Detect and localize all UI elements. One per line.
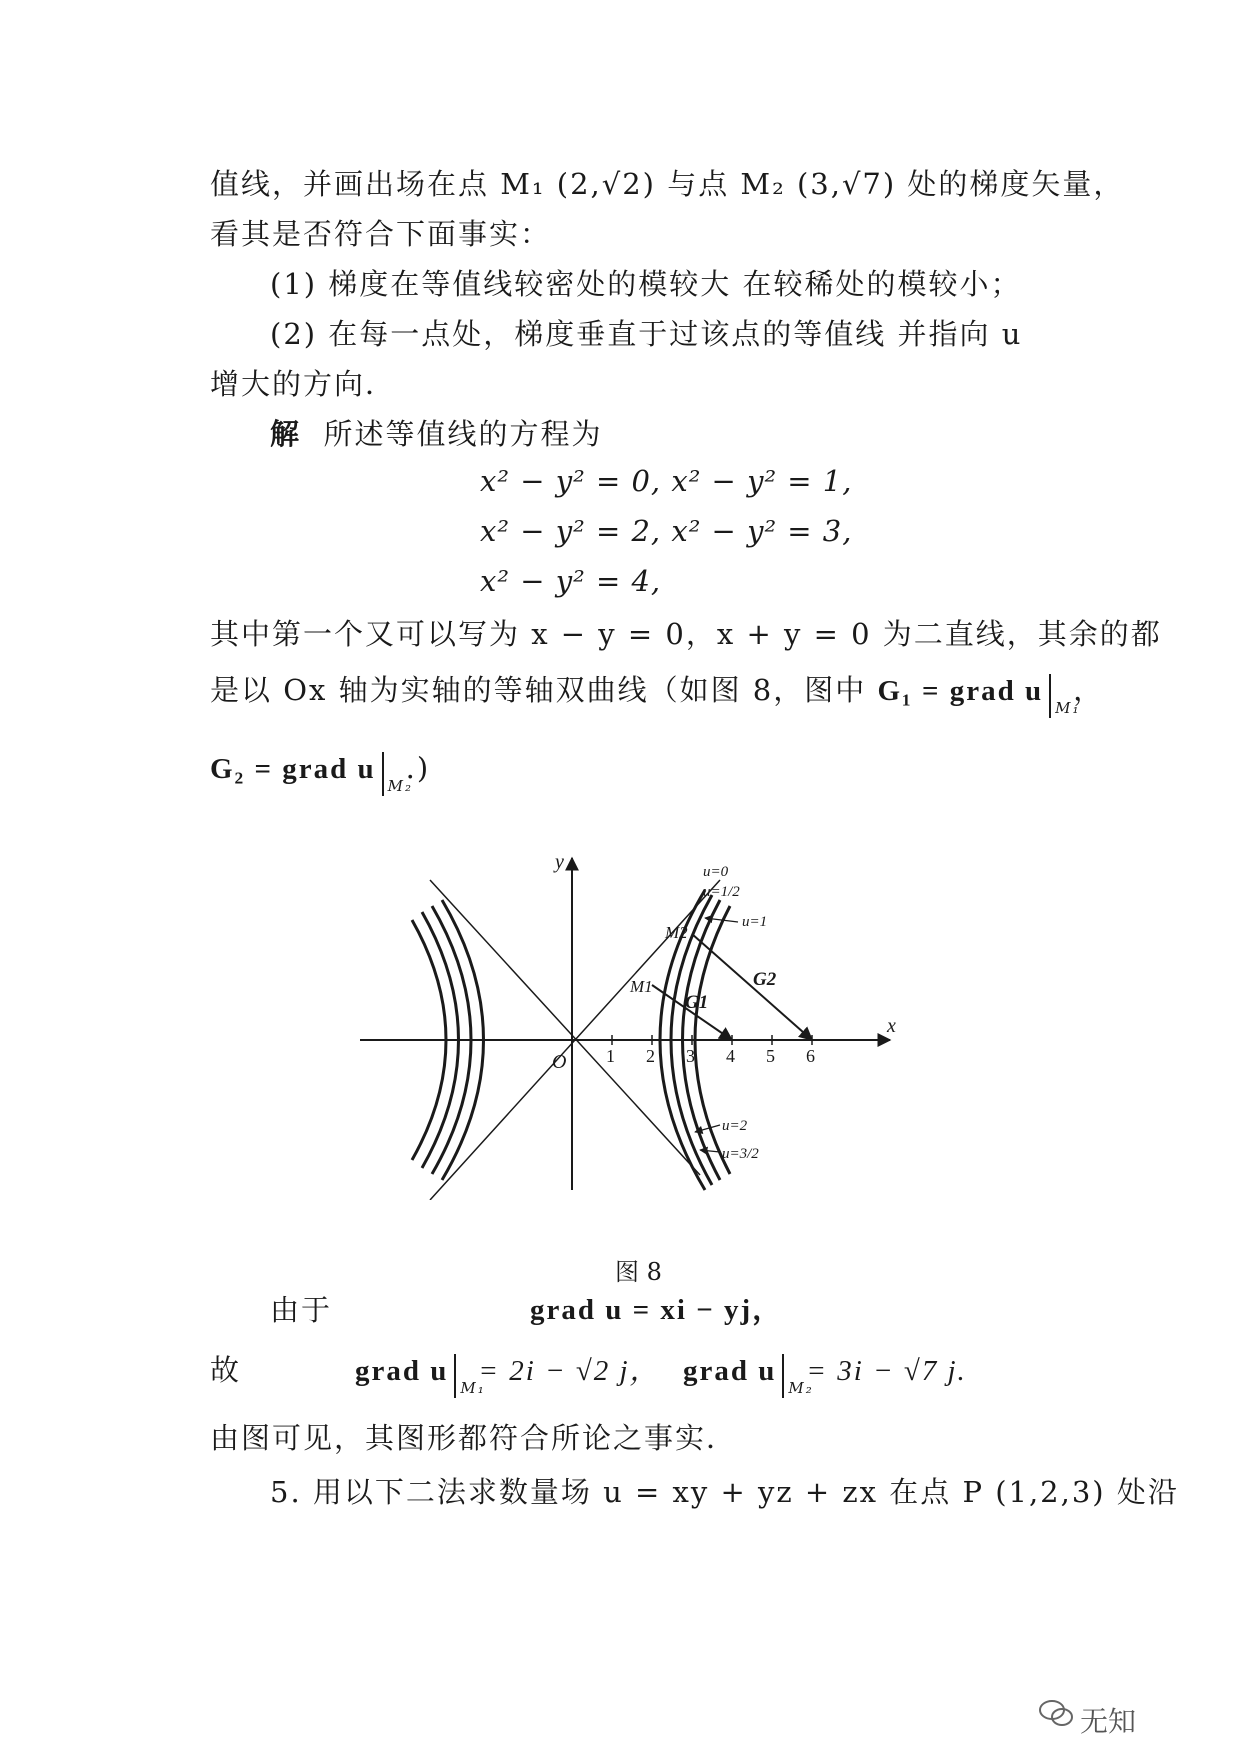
figure-8-diagram bbox=[360, 840, 920, 1200]
label-u-three-halves: u=3/2 bbox=[722, 1146, 759, 1162]
text-line-2: 看其是否符合下面事实： bbox=[210, 217, 552, 251]
text-line-9 bbox=[210, 748, 430, 796]
point-m2-label: M2 bbox=[665, 923, 688, 942]
solution-line bbox=[270, 414, 602, 455]
label-u-1: u=1 bbox=[742, 914, 768, 930]
label-u-2: u=2 bbox=[722, 1118, 748, 1134]
g2-definition: G₂ = grad u bbox=[210, 753, 376, 785]
grad-m1-prefix: grad u bbox=[355, 1355, 449, 1387]
x-axis-label: x bbox=[887, 1015, 896, 1037]
text-line-10-lead: 由于 bbox=[270, 1293, 333, 1327]
watermark-text: 无知 bbox=[1080, 1705, 1137, 1738]
point-m1-label: M1 bbox=[630, 977, 653, 996]
y-axis-label: y bbox=[555, 851, 564, 873]
x-tick-2: 2 bbox=[646, 1046, 655, 1066]
solution-lead: 解 bbox=[270, 419, 302, 451]
text-line-1: 值线，并画出场在点 M₁ (2,√2) 与点 M₂ (3,√7) 处的梯度矢量， bbox=[210, 167, 1125, 201]
g1-definition: G₁ = grad u bbox=[877, 675, 1044, 707]
equation-3: x² − y² = 4, bbox=[480, 564, 662, 598]
eval-bar-m1 bbox=[1049, 674, 1081, 718]
text-line-7: 其中第一个又可以写为 x − y = 0，x + y = 0 为二直线，其余的都 bbox=[210, 617, 1162, 651]
grad-eval-point-m2: M₂ bbox=[788, 1379, 814, 1397]
text-line-3: (1) 梯度在等值线较密处的模较大 在较稀处的模较小； bbox=[270, 267, 1022, 301]
x-tick-4: 4 bbox=[726, 1046, 735, 1066]
origin-label: O bbox=[552, 1051, 567, 1073]
grad-eval-point-m1: M₁ bbox=[460, 1379, 486, 1397]
figure-caption: 图 8 bbox=[615, 1258, 662, 1286]
label-u-half: u=1/2 bbox=[703, 884, 740, 900]
g2-label: G2 bbox=[753, 969, 777, 990]
eval-point-m2: M₂ bbox=[387, 777, 414, 795]
text-line-12: 由图可见，其图形都符合所论之事实． bbox=[210, 1421, 738, 1455]
text-line-4: (2) 在每一点处，梯度垂直于过该点的等值线 并指向 u bbox=[270, 317, 1023, 351]
text-line-11-lead: 故 bbox=[210, 1353, 242, 1387]
g1-label: G1 bbox=[685, 992, 709, 1013]
text-line-8-end: ， bbox=[1073, 673, 1105, 707]
grad-m1-value: = 2i − √2 j， bbox=[478, 1355, 661, 1387]
eval-bar-m2 bbox=[382, 752, 414, 796]
solution-text: 所述等值线的方程为 bbox=[323, 417, 603, 451]
gradient-values bbox=[355, 1350, 967, 1398]
x-tick-5: 5 bbox=[766, 1046, 775, 1066]
gradient-formula: grad u = xi − yj， bbox=[530, 1294, 784, 1326]
eval-point-m1: M₁ bbox=[1055, 699, 1081, 717]
label-u-0: u=0 bbox=[703, 864, 729, 880]
equation-1: x² − y² = 0, x² − y² = 1, bbox=[480, 464, 853, 498]
text-line-9-end: .) bbox=[405, 751, 431, 785]
eval-bar-grad-m2 bbox=[782, 1354, 814, 1398]
x-tick-3: 3 bbox=[686, 1046, 695, 1066]
eval-bar-grad-m1 bbox=[454, 1354, 486, 1398]
text-line-8-a: 是以 Ox 轴为实轴的等轴双曲线（如图 8，图中 bbox=[210, 673, 878, 707]
equation-2: x² − y² = 2, x² − y² = 3, bbox=[480, 514, 853, 548]
x-tick-1: 1 bbox=[606, 1046, 615, 1066]
text-line-13: 5. 用以下二法求数量场 u = xy + yz + zx 在点 P (1,2,3) 处沿 bbox=[270, 1475, 1179, 1509]
text-line-8 bbox=[210, 670, 1104, 718]
grad-m2-value: = 3i − √7 j. bbox=[806, 1355, 967, 1387]
x-tick-6: 6 bbox=[806, 1046, 815, 1066]
text-line-5: 增大的方向． bbox=[210, 367, 397, 401]
grad-m2-prefix: grad u bbox=[683, 1355, 777, 1387]
wechat-icon bbox=[1038, 1698, 1074, 1728]
